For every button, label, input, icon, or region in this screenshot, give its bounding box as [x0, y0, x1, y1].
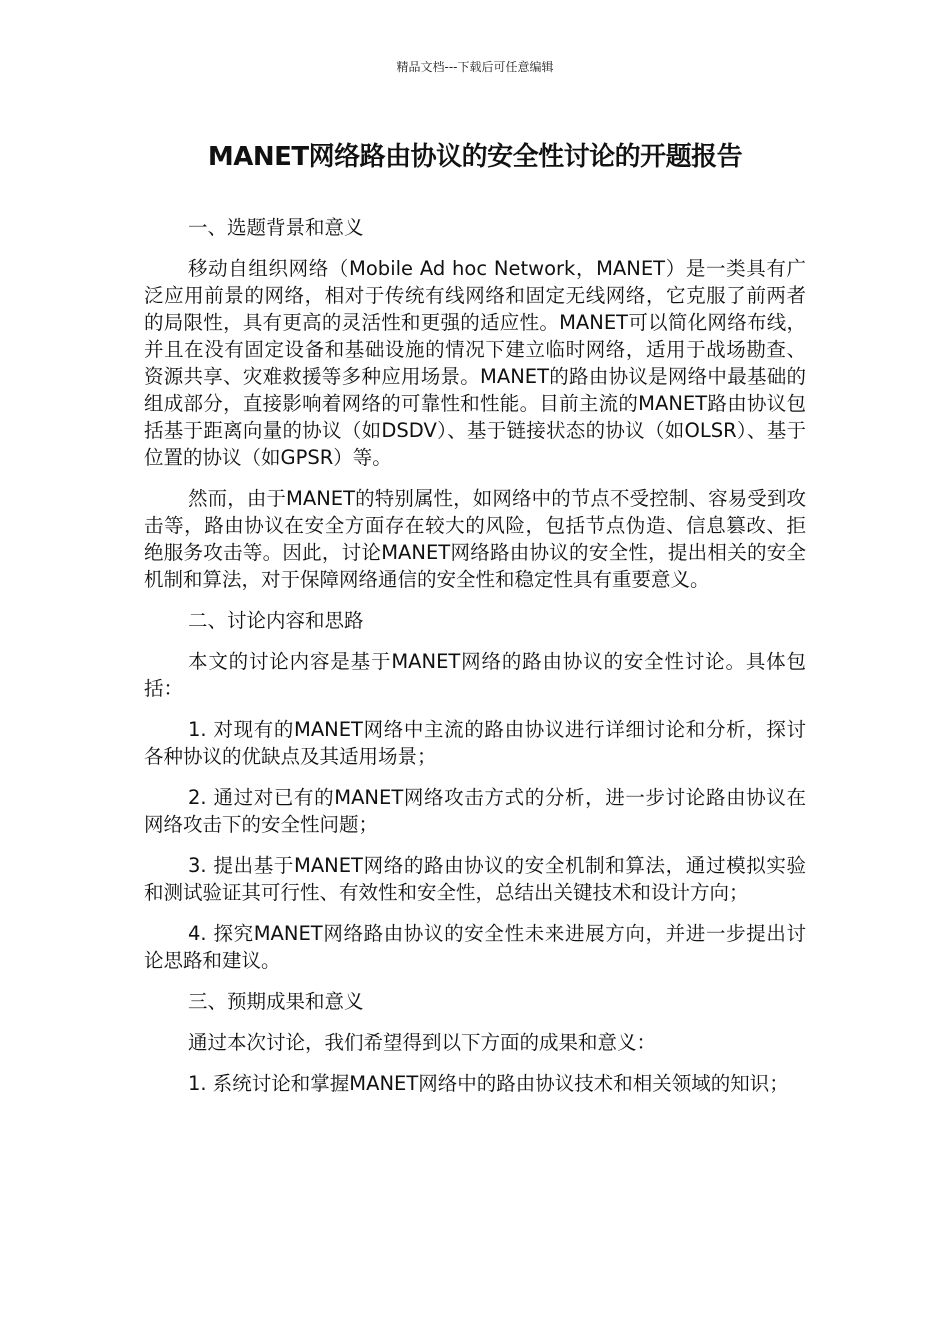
section-heading-outcomes: 三、预期成果和意义 — [188, 990, 364, 1013]
document-body — [144, 214, 806, 1111]
list-item-outcomes-1: 1. 系统讨论和掌握MANET网络中的路由协议技术和相关领域的知识； — [188, 1072, 789, 1095]
list-item-content-1: 1. 对现有的MANET网络中主流的路由协议进行详细讨论和分析，探讨各种协议的优缺点及其适用场景； — [144, 718, 806, 768]
page-header-note: 精品文档---下载后可任意编辑 — [396, 60, 554, 74]
section-heading-background: 一、选题背景和意义 — [188, 216, 364, 239]
list-item-content-4: 4. 探究MANET网络路由协议的安全性未来进展方向，并进一步提出讨论思路和建议。 — [144, 922, 806, 972]
paragraph-content-intro: 本文的讨论内容是基于MANET网络的路由协议的安全性讨论。具体包括： — [144, 650, 806, 700]
list-item-content-2: 2. 通过对已有的MANET网络攻击方式的分析，进一步讨论路由协议在网络攻击下的安全性问题； — [144, 786, 806, 836]
paragraph-background-2: 然而，由于MANET的特别属性，如网络中的节点不受控制、容易受到攻击等，路由协议在安全方面存在较大的风险，包括节点伪造、信息篡改、拒绝服务攻击等。因此，讨论MANET网络路由协议的安全性，提出相关的安全机制和算法，对于保障网络通信的安全性和稳定性具有重要意义。 — [144, 487, 806, 591]
list-item-content-3: 3. 提出基于MANET网络的路由协议的安全机制和算法，通过模拟实验和测试验证其可行性、有效性和安全性，总结出关键技术和设计方向； — [144, 854, 806, 904]
section-heading-content: 二、讨论内容和思路 — [188, 609, 364, 632]
document-title: MANET网络路由协议的安全性讨论的开题报告 — [207, 142, 743, 172]
paragraph-background-1: 移动自组织网络（Mobile Ad hoc Network，MANET）是一类具有广泛应用前景的网络，相对于传统有线网络和固定无线网络，它克服了前两者的局限性，具有更高的灵活性和更强的适应性。MANET可以简化网络布线，并且在没有固定设备和基础设施的情况下建立临时网络，适用于战场勘查、资源共享、灾难救援等多种应用场景。MANET的路由协议是网络中最基础的组成部分，直接影响着网络的可靠性和性能。目前主流的MANET路由协议包括基于距离向量的协议（如DSDV）、基于链接状态的协议（如OLSR）、基于位置的协议（如GPSR）等。 — [144, 257, 806, 469]
paragraph-outcomes-intro: 通过本次讨论，我们希望得到以下方面的成果和意义： — [188, 1031, 657, 1054]
